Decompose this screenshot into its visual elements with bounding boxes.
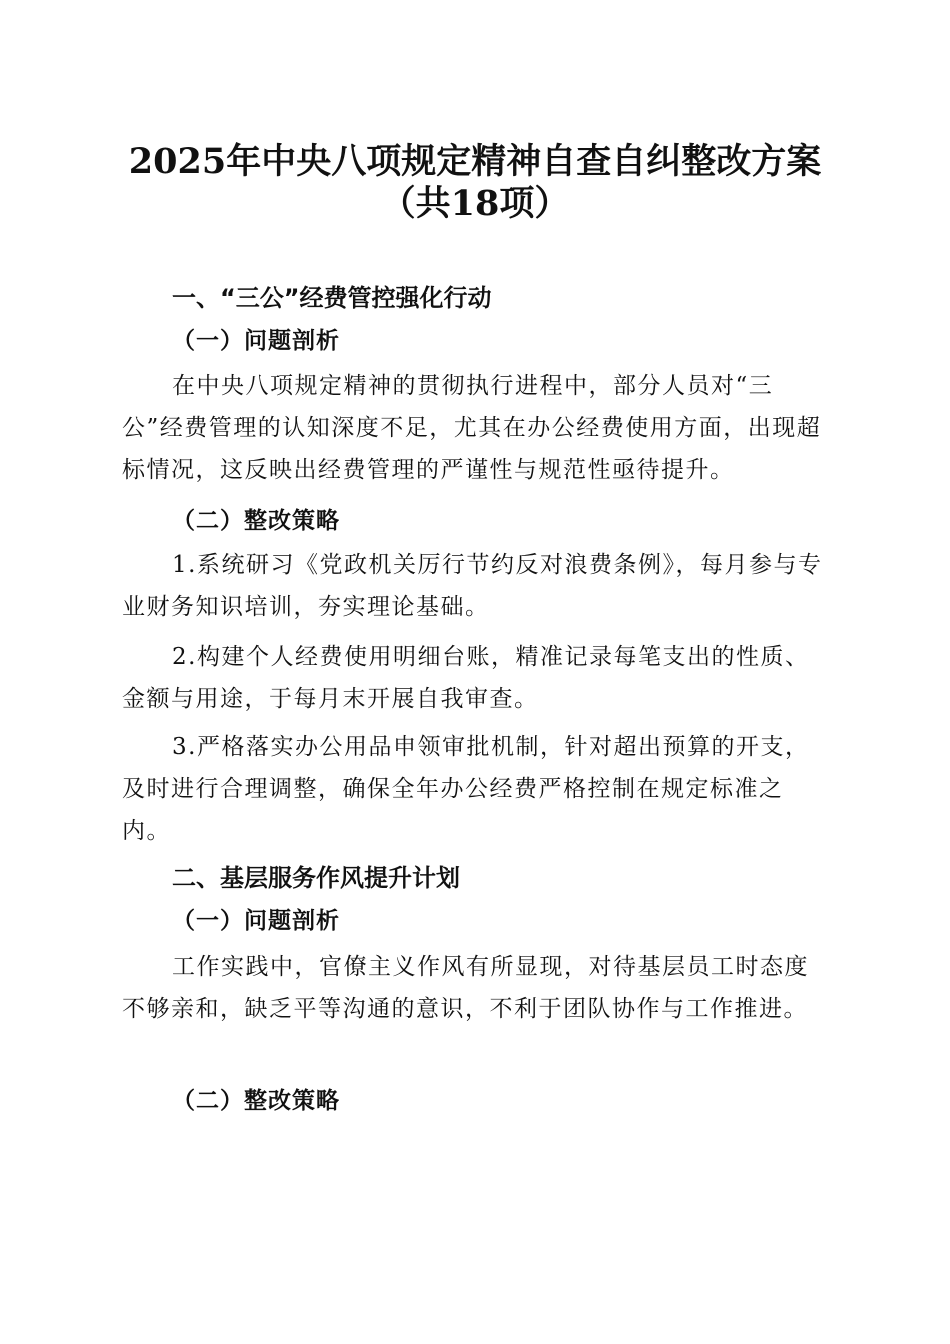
section-2-analysis-text: 工作实践中，官僚主义作风有所显现，对待基层员工时态度不够亲和，缺乏平等沟通的意识，不利于团队协作与工作推进。: [122, 954, 809, 1022]
document-title: 2025年中央八项规定精神自查自纠整改方案: [128, 141, 822, 182]
section-1-strategy-2: 2.构建个人经费使用明细台账，精准记录每笔支出的性质、金额与用途，于每月末开展自我审查。: [122, 644, 810, 712]
section-2-heading: 二、基层服务作风提升计划: [172, 864, 460, 892]
section-2-strategy-label: （二）整改策略: [172, 1087, 340, 1114]
section-2-analysis-label: （一）问题剖析: [172, 907, 340, 934]
section-1-strategy-label: （二）整改策略: [172, 507, 340, 534]
section-1-heading: 一、“三公”经费管控强化行动: [172, 284, 492, 312]
section-1-analysis-label: （一）问题剖析: [172, 327, 340, 354]
document-subtitle: （共18项）: [380, 183, 570, 224]
section-1-strategy-1: 1.系统研习《党政机关厉行节约反对浪费条例》，每月参与专业财务知识培训，夯实理论基础。: [122, 552, 823, 620]
section-1-strategy-3: 3.严格落实办公用品申领审批机制，针对超出预算的开支，及时进行合理调整，确保全年办公经费严格控制在规定标准之内。: [122, 734, 810, 844]
section-1-analysis-text: 在中央八项规定精神的贯彻执行进程中，部分人员对“三公”经费管理的认知深度不足，尤其在办公经费使用方面，出现超标情况，这反映出经费管理的严谨性与规范性亟待提升。: [122, 373, 822, 483]
